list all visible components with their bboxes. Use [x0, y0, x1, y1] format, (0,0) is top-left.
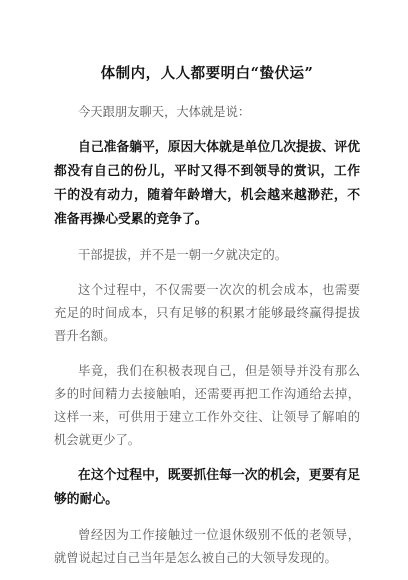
paragraph-bold-patience: 在这个过程中，既要抓住每一次的机会，更要有足够的耐心。 [54, 468, 360, 507]
paragraph-old-leader: 曾经因为工作接触过一位退休级别不低的老领导，就曾说起过自己当年是怎么被自己的大领导发现的。 [54, 528, 360, 565]
paragraph-bold-lying-flat: 自己准备躺平，原因大体就是单位几次提拔、评优都没有自己的份儿，平时又得不到领导的赏识，工作干的没有动力，随着年龄增大，机会越来越渺茫，不准备再操心受累的竞争了。 [54, 140, 360, 227]
document-title: 体制内，人人都要明白“蛰伏运” [100, 65, 314, 82]
paragraph-intro: 今天跟朋友聊天，大体就是说： [78, 105, 251, 119]
paragraph-after-all: 毕竟，我们在积极表现自己，但是领导并没有那么多的时间精力去接触咱，还需要再把工作沟通给去掉，这样一来，可供用于建立工作外交往、让领导了解咱的机会就更少了。 [54, 364, 360, 447]
paragraph-promotion: 干部提拔，并不是一朝一夕就决定的。 [78, 248, 288, 262]
paragraph-process-cost: 这个过程中，不仅需要一次次的机会成本，也需要充足的时间成本，只有足够的积累才能够最终赢得提拔晋升名额。 [54, 283, 360, 343]
